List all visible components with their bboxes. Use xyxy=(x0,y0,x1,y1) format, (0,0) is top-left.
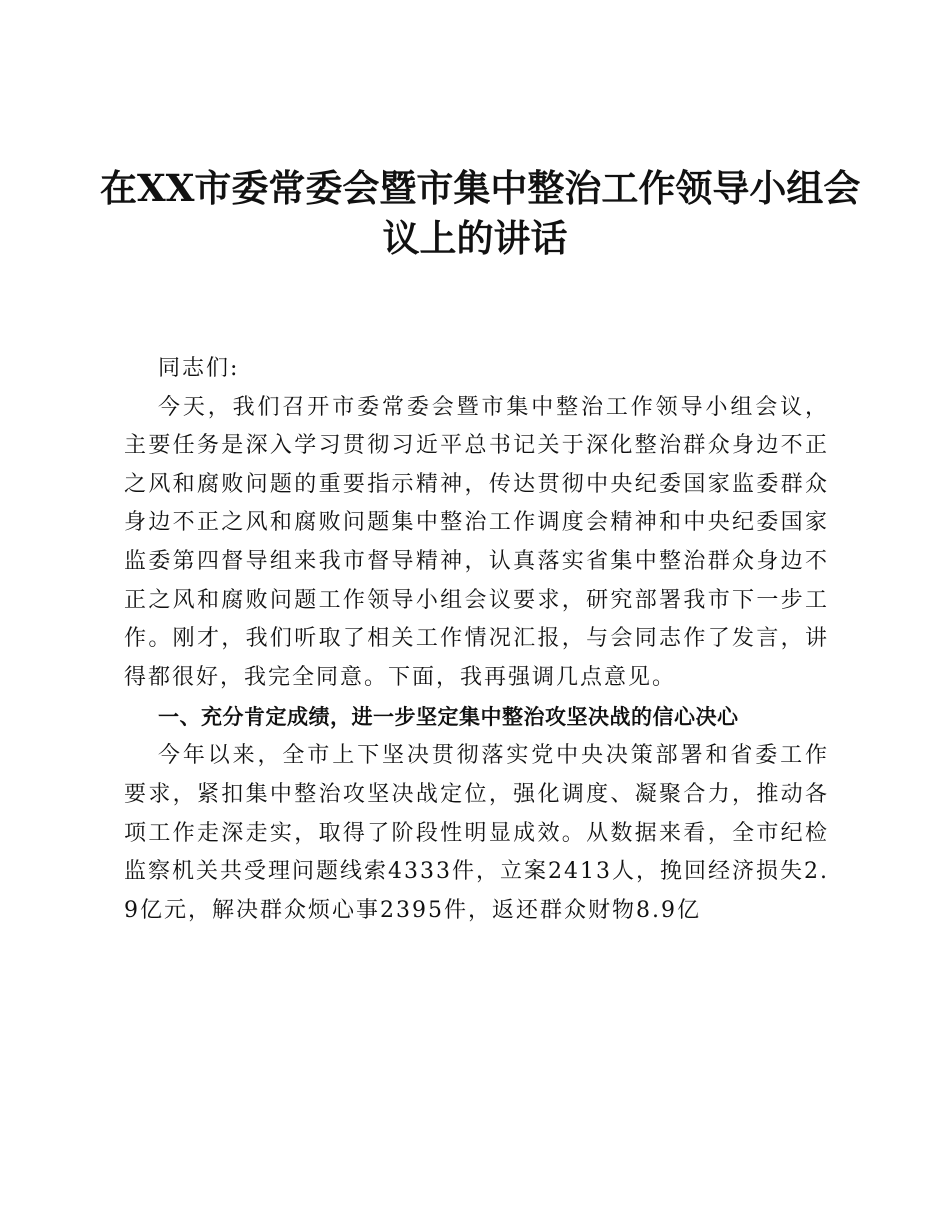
document-title xyxy=(100,163,861,263)
paragraph-achievements: 今年以来，全市上下坚决贯彻落实党中央决策部署和省委工作要求，紧扣集中整治攻坚决战定位，强化调度、凝聚合力，推动各项工作走深走实，取得了阶段性明显成效。从数据来看，全市纪检监察机关共受理问题线索4333件，立案2413人，挽回经济损失2.9亿元，解决群众烦心事2395件，返还群众财物8.9亿 xyxy=(124,743,829,923)
section-heading-1: 一、充分肯定成绩，进一步坚定集中整治攻坚决战的信心决心 xyxy=(158,705,739,730)
paragraph-opening: 今天，我们召开市委常委会暨市集中整治工作领导小组会议，主要任务是深入学习贯彻习近平总书记关于深化整治群众身边不正之风和腐败问题的重要指示精神，传达贯彻中央纪委国家监委群众身边不正之风和腐败问题集中整治工作调度会精神和中央纪委国家监委第四督导组来我市督导精神，认真落实省集中整治群众身边不正之风和腐败问题工作领导小组会议要求，研究部署我市下一步工作。刚才，我们听取了相关工作情况汇报，与会同志作了发言，讲得都很好，我完全同意。下面，我再强调几点意见。 xyxy=(124,394,829,690)
document-body xyxy=(124,350,829,930)
title-line-2: 议上的讲话 xyxy=(382,216,568,260)
title-line-1: 在XX市委常委会暨市集中整治工作领导小组会 xyxy=(100,166,861,210)
salutation: 同志们: xyxy=(158,356,240,381)
